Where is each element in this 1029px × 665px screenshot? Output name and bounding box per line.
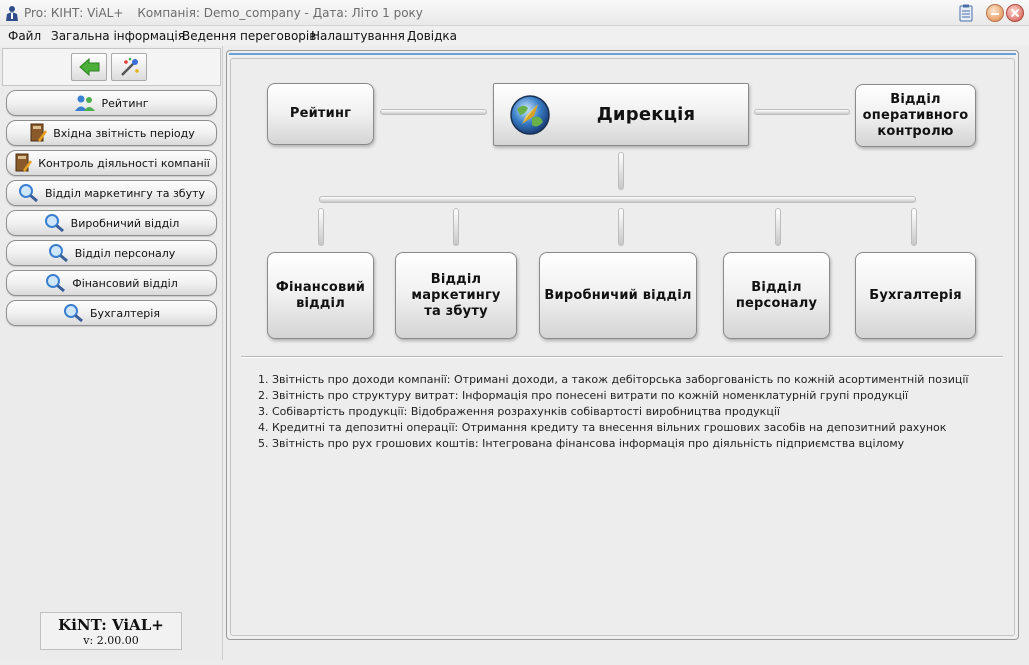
accounting-box[interactable]	[855, 252, 976, 339]
finance-label-line2: відділ	[296, 295, 345, 311]
report-cash-flow[interactable]: 5. Звітність про рух грошових коштів: Інтегрована фінансова інформація про діяльність підприємства вцілому	[258, 437, 905, 450]
report-cost-structure[interactable]: 2. Звітність про структуру витрат: Інформація про понесені витрати по кожній номенклатурній групі продукції	[258, 389, 909, 402]
sidebar-item-incoming-reports[interactable]	[6, 120, 217, 146]
product-name: KiNT: ViAL+	[58, 616, 164, 634]
connector-direction-down	[618, 152, 624, 190]
report-production-cost[interactable]: 3. Собівартість продукції: Відображення розрахунків собівартості виробництва продукції	[258, 405, 780, 418]
sidebar-item-personnel[interactable]	[6, 240, 217, 266]
menu-settings[interactable]: Налаштування	[311, 29, 405, 43]
direction-box-label: Дирекція	[596, 103, 696, 125]
marketing-label-line3: та збуту	[424, 303, 488, 319]
control-label-line2: оперативного	[862, 107, 969, 123]
reports-list	[258, 372, 968, 452]
menu-file[interactable]: Файл	[8, 29, 42, 43]
notebook-icon	[28, 123, 48, 143]
direction-box[interactable]	[493, 83, 749, 146]
sidebar-item-label: Бухгалтерія	[90, 306, 160, 320]
connector-direction-control	[754, 109, 850, 115]
production-label: Виробничий відділ	[544, 287, 692, 303]
menu-help[interactable]: Довідка	[407, 29, 458, 43]
clipboard-icon[interactable]	[958, 4, 974, 22]
menu-negotiations[interactable]: Ведення переговорів	[182, 29, 317, 43]
back-button[interactable]	[71, 53, 107, 81]
minimize-button[interactable]	[986, 4, 1004, 22]
sidebar-item-label: Відділ маркетингу та збуту	[44, 186, 206, 200]
tools-button[interactable]	[111, 53, 147, 81]
rating-box-label: Рейтинг	[289, 106, 352, 121]
finance-label-line1: Фінансовий	[275, 279, 366, 295]
marketing-label-line2: маркетингу	[411, 287, 501, 303]
connector-personnel	[775, 208, 781, 246]
personnel-label-line1: Відділ	[751, 279, 802, 295]
title-bar	[0, 0, 1029, 26]
sidebar-item-label: Вхідна звітність періоду	[53, 126, 195, 140]
connector-horizontal-bus	[319, 196, 916, 203]
production-department-box[interactable]	[539, 252, 697, 339]
app-user-icon	[4, 5, 20, 21]
accounting-label: Бухгалтерія	[869, 287, 962, 303]
sidebar-item-rating[interactable]	[6, 90, 217, 116]
sidebar-toolbar	[2, 48, 221, 86]
sidebar-item-label: Контроль діяльності компанії	[38, 156, 210, 170]
magnifier-icon	[63, 303, 85, 323]
sidebar-item-label: Відділ персоналу	[74, 246, 176, 260]
magnifier-icon	[45, 273, 67, 293]
connector-accounting	[911, 208, 917, 246]
globe-compass-icon	[508, 94, 552, 136]
marketing-label-line1: Відділ	[430, 271, 482, 287]
sidebar-item-label: Виробничий відділ	[70, 216, 180, 230]
window-title	[24, 6, 423, 20]
sidebar-item-marketing[interactable]	[6, 180, 217, 206]
magnifier-icon	[48, 243, 70, 263]
version-box	[40, 612, 182, 650]
menu-general-info[interactable]: Загальна інформація	[51, 29, 185, 43]
connector-production	[618, 208, 624, 246]
title-company: Компанія: Demo_company - Дата: Літо 1 року	[137, 6, 423, 20]
finance-department-box[interactable]	[267, 252, 374, 339]
connector-marketing	[453, 208, 459, 246]
control-label-line1: Відділ	[890, 91, 941, 107]
magnifier-icon	[18, 183, 40, 203]
version-number: v: 2.00.00	[83, 634, 139, 647]
connector-rating-direction	[380, 109, 487, 115]
sidebar-item-finance[interactable]	[6, 270, 217, 296]
sidebar-item-label: Фінансовий відділ	[72, 276, 178, 290]
control-label-line3: контролю	[877, 123, 954, 139]
sidebar-item-accounting[interactable]	[6, 300, 217, 326]
section-divider	[241, 356, 1003, 358]
report-income[interactable]: 1. Звітність про доходи компанії: Отримані доходи, а також дебіторська заборгованість по кожній асортиментній позиції	[258, 373, 969, 386]
personnel-department-box[interactable]	[723, 252, 830, 339]
sidebar-item-activity-control[interactable]	[6, 150, 217, 176]
operational-control-box[interactable]	[855, 84, 976, 147]
notebook-icon	[13, 153, 33, 173]
marketing-department-box[interactable]	[395, 252, 517, 339]
report-credit-deposit[interactable]: 4. Кредитні та депозитні операції: Отримання кредиту та внесення вільних грошових засобів на депозитний рахунок	[258, 421, 947, 434]
magic-wand-icon	[119, 57, 141, 77]
close-button[interactable]	[1006, 4, 1024, 22]
rating-box[interactable]	[267, 83, 374, 145]
users-icon	[74, 94, 96, 112]
personnel-label-line2: персоналу	[735, 295, 818, 311]
accent-line	[229, 53, 1016, 55]
menu-bar	[0, 26, 1029, 46]
sidebar-item-production[interactable]	[6, 210, 217, 236]
sidebar-item-label: Рейтинг	[101, 96, 149, 110]
sidebar	[0, 46, 223, 660]
magnifier-icon	[44, 213, 66, 233]
connector-finance	[318, 208, 324, 246]
title-app-name: Pro: КІНТ: ViAL+	[24, 6, 124, 20]
back-arrow-icon	[79, 57, 101, 77]
